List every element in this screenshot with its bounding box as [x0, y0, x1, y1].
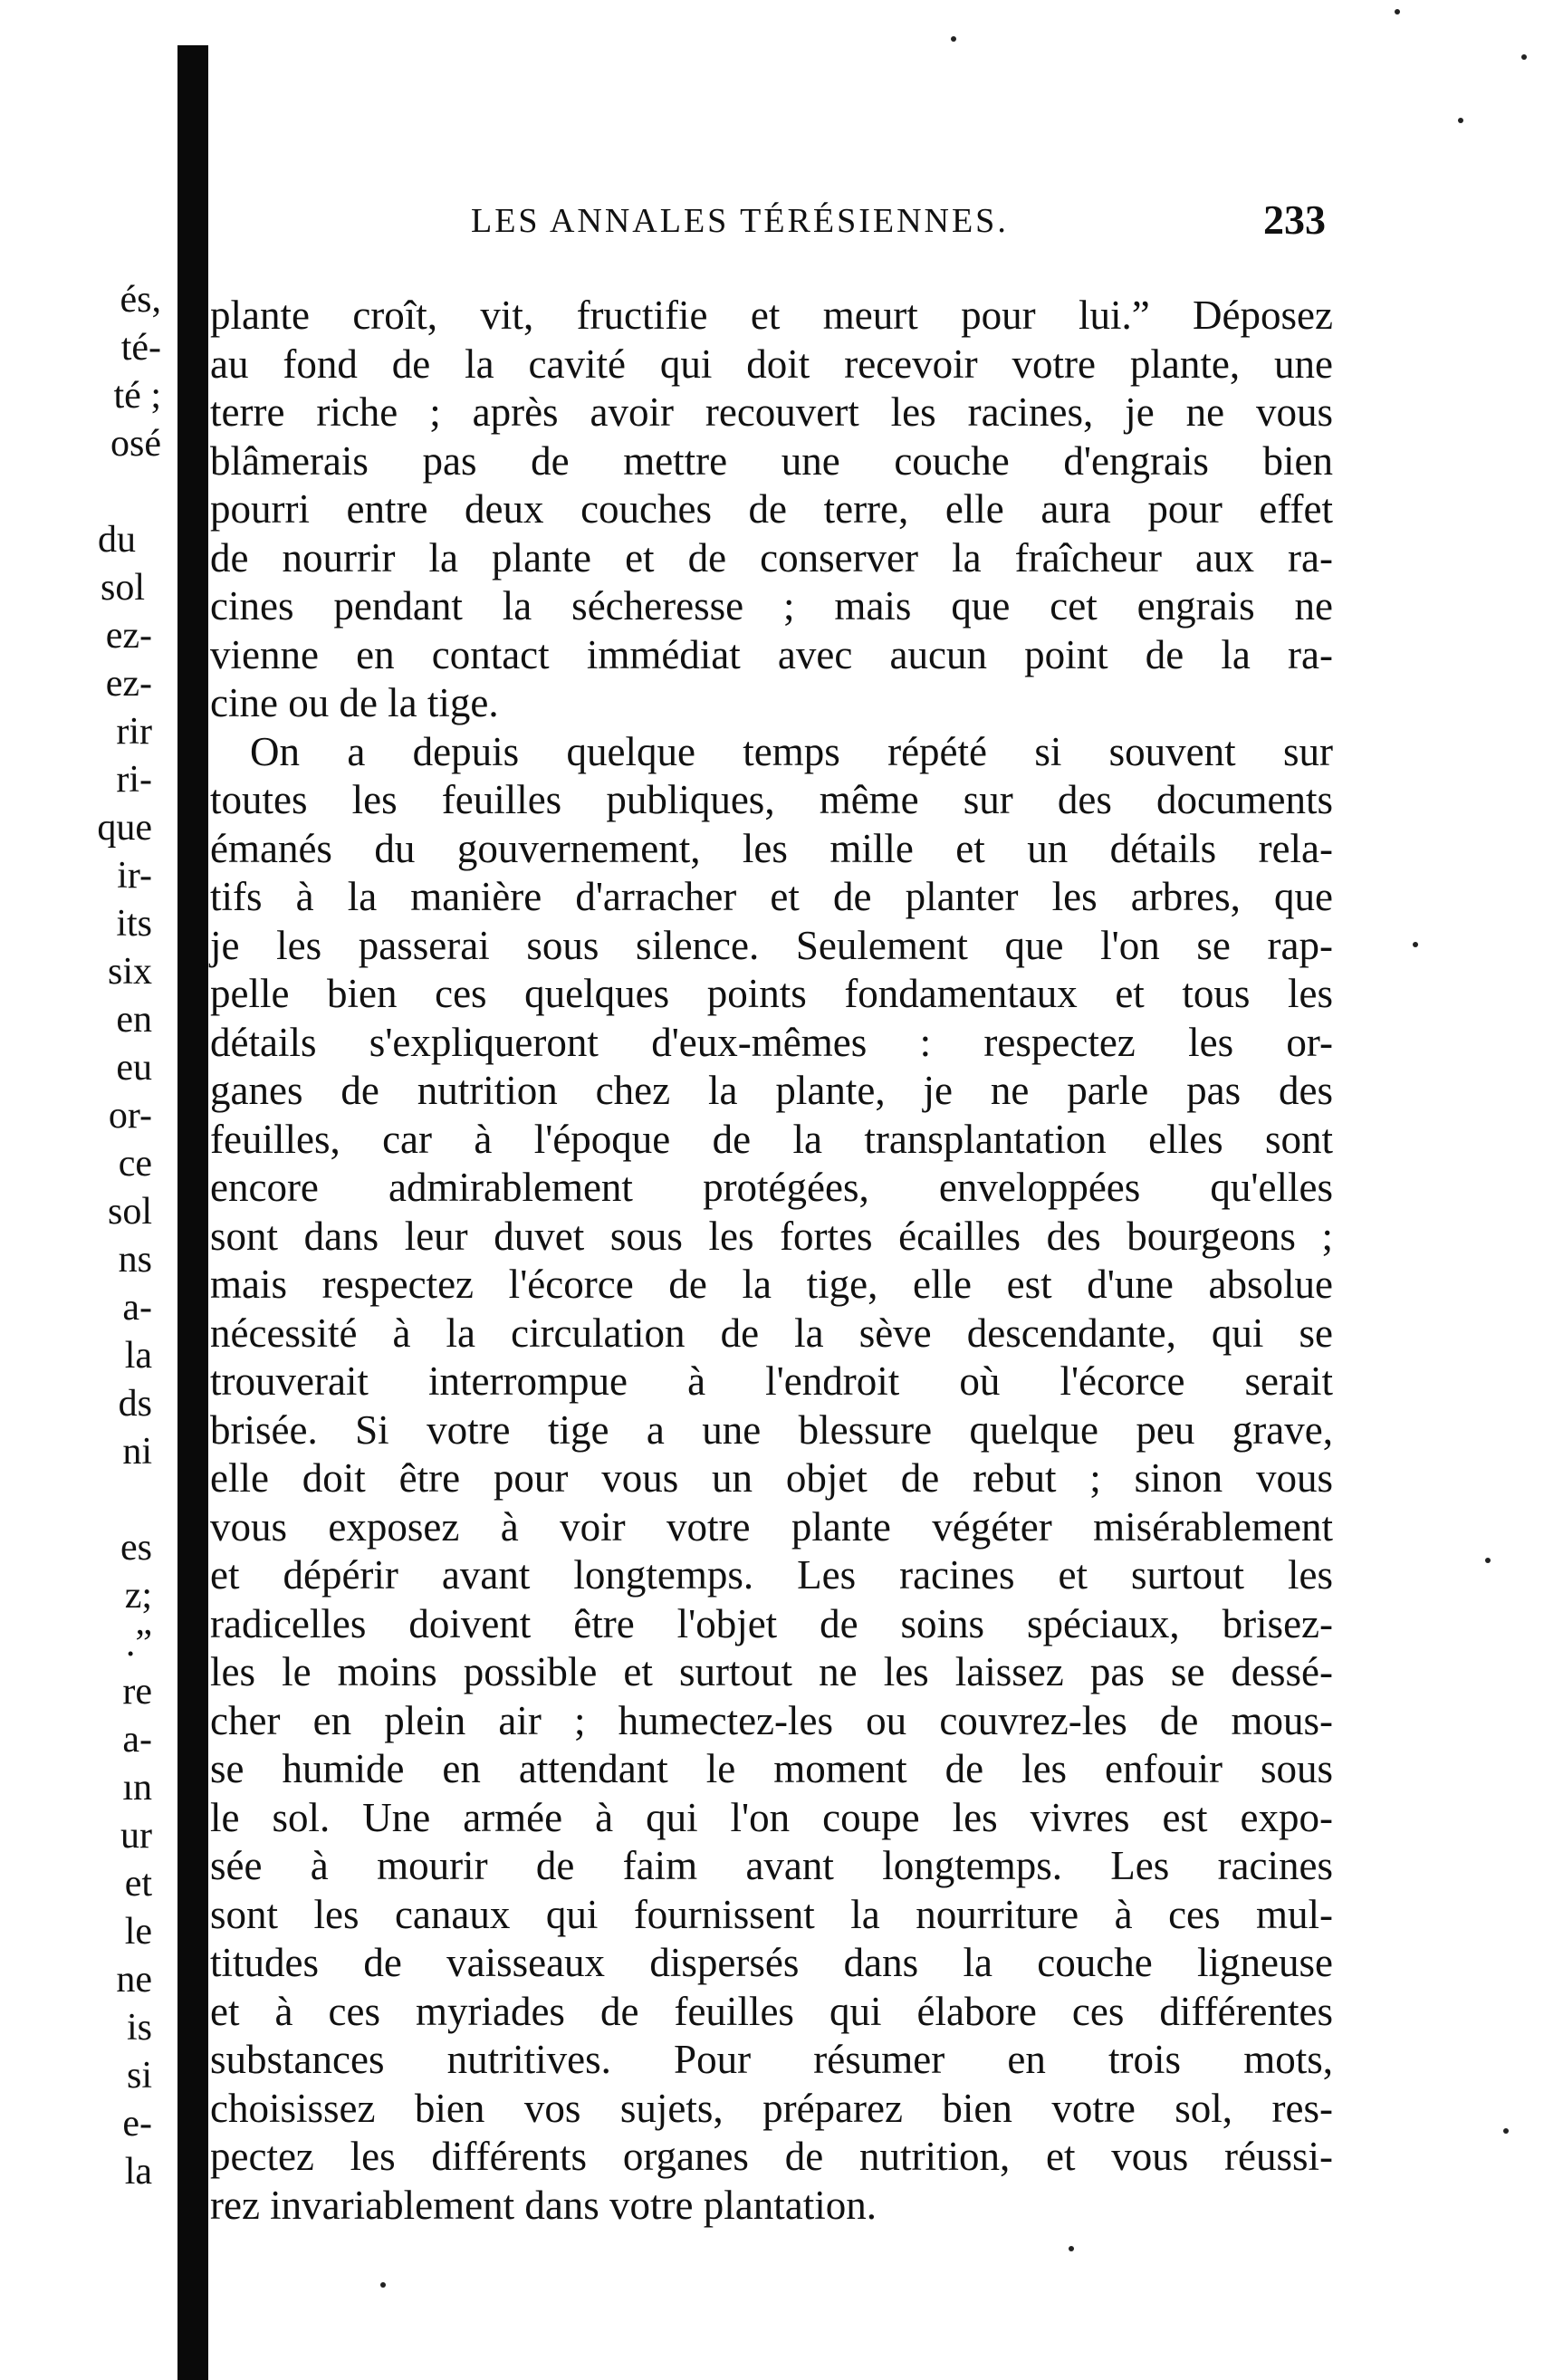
fragment-line: ez-: [105, 663, 152, 705]
text-line: choisissez bien vos sujets, préparez bien votre sol, res-: [210, 2085, 1333, 2131]
text-line: brisée. Si votre tige a une blessure quelque peu grave,: [210, 1406, 1333, 1453]
fragment-line: a-: [122, 1719, 152, 1761]
text-line: radicelles doivent être l'objet de soins spéciaux, brisez-: [210, 1600, 1333, 1646]
text-line: rez invariablement dans votre plantation.: [210, 2182, 877, 2228]
text-line: encore admirablement protégées, enveloppées qu'elles: [210, 1165, 1333, 1210]
fragment-line: la: [124, 1335, 152, 1377]
fragment-line: es: [120, 1527, 152, 1569]
fragment-line: six: [107, 951, 152, 993]
fragment-line: ce: [118, 1143, 152, 1185]
fragment-line: le: [124, 1911, 152, 1953]
text-line: cher en plein air ; humectez-les ou couvrez-les de mous-: [210, 1697, 1333, 1743]
text-line: vienne en contact immédiat avec aucun point de la ra-: [210, 631, 1333, 677]
text-line: émanés du gouvernement, les mille et un détails rela-: [210, 825, 1333, 871]
page-number: 233: [1263, 197, 1326, 243]
text-line: se humide en attendant le moment de les enfouir sous: [210, 1746, 1333, 1791]
scan-speck: [1503, 2128, 1509, 2134]
text-line: le sol. Une armée à qui l'on coupe les vivres est expo-: [210, 1794, 1333, 1840]
fragment-line: ds: [118, 1383, 152, 1425]
scan-speck: [1413, 942, 1418, 947]
text-line: cine ou de la tige.: [210, 680, 499, 725]
fragment-line: ne: [116, 1959, 152, 2001]
fragment-line: osé: [110, 423, 161, 465]
scan-speck: [1395, 9, 1400, 14]
fragment-line: z;: [124, 1575, 152, 1617]
scan-speck: [1521, 54, 1527, 60]
scan-speck: [380, 2282, 386, 2288]
text-line: les le moins possible et surtout ne les laissez pas se dessé-: [210, 1649, 1333, 1694]
fragment-line: du: [98, 519, 136, 561]
text-line: pectez les différents organes de nutrition, et vous réussi-: [210, 2134, 1333, 2179]
scan-speck: [1069, 2246, 1074, 2251]
text-line: et à ces myriades de feuilles qui élabore ces différentes: [210, 1988, 1333, 2034]
binding-shadow: [177, 45, 208, 2380]
fragment-line: its: [116, 903, 152, 945]
fragment-line: si: [126, 2055, 152, 2097]
text-line: cines pendant la sécheresse ; mais que cet engrais ne: [210, 583, 1333, 629]
text-line: elle doit être pour vous un objet de rebut ; sinon vous: [210, 1455, 1333, 1501]
fragment-line: is: [126, 2007, 152, 2049]
text-line: terre riche ; après avoir recouvert les racines, je ne vous: [210, 389, 1333, 435]
text-line: de nourrir la plante et de conserver la fraîcheur aux ra-: [210, 534, 1333, 581]
fragment-line: en: [116, 999, 152, 1041]
fragment-line: sol: [100, 567, 145, 609]
text-line: au fond de la cavité qui doit recevoir votre plante, une: [210, 341, 1333, 387]
fragment-line: ez-: [105, 615, 152, 657]
fragment-line: eu: [116, 1047, 152, 1089]
text-line: tifs à la manière d'arracher et de planter les arbres, que: [210, 874, 1333, 919]
text-line: feuilles, car à l'époque de la transplantation elles sont: [210, 1116, 1333, 1162]
fragment-line: és,: [120, 279, 161, 321]
scan-speck: [1485, 1558, 1491, 1563]
text-line: sont dans leur duvet sous les fortes écailles des bourgeons ;: [210, 1213, 1333, 1259]
text-line: trouverait interrompue à l'endroit où l'écorce serait: [210, 1358, 1333, 1404]
fragment-line: ns: [118, 1239, 152, 1281]
fragment-line: rir: [116, 711, 152, 753]
text-line: nécessité à la circulation de la sève descendante, qui se: [210, 1310, 1333, 1356]
text-line: pourri entre deux couches de terre, elle aura pour effet: [210, 486, 1333, 532]
running-title: LES ANNALES TÉRÉSIENNES.: [471, 202, 1009, 240]
text-line: pelle bien ces quelques points fondamentaux et tous les: [210, 971, 1333, 1016]
text-line: sée à mourir de faim avant longtemps. Les racines: [210, 1843, 1333, 1888]
fragment-line: et: [124, 1863, 152, 1905]
text-line: titudes de vaisseaux dispersés dans la couche ligneuse: [210, 1940, 1333, 1985]
fragment-line: a-: [122, 1287, 152, 1329]
text-line: et dépérir avant longtemps. Les racines et surtout les: [210, 1552, 1333, 1598]
fragment-line: re: [122, 1671, 152, 1713]
text-line: mais respectez l'écorce de la tige, elle est d'une absolue: [210, 1262, 1333, 1307]
fragment-line: ni: [122, 1431, 152, 1473]
fragment-line: .”: [125, 1623, 152, 1665]
fragment-line: or-: [108, 1095, 152, 1137]
fragment-line: sol: [107, 1191, 152, 1233]
text-line: substances nutritives. Pour résumer en trois mots,: [210, 2037, 1333, 2082]
text-line: vous exposez à voir votre plante végéter misérablement: [210, 1503, 1333, 1550]
text-line: On a depuis quelque temps répété si souvent sur: [250, 728, 1333, 774]
text-line: blâmerais pas de mettre une couche d'engrais bien: [210, 437, 1333, 484]
text-line: ganes de nutrition chez la plante, je ne parle pas des: [210, 1068, 1333, 1113]
fragment-line: té ;: [113, 375, 161, 417]
text-line: je les passerai sous silence. Seulement que l'on se rap-: [210, 922, 1333, 968]
body-text: [210, 292, 1333, 2230]
fragment-line: ir-: [117, 855, 152, 897]
fragment-line: ın: [122, 1767, 152, 1809]
fragment-line: ri-: [116, 759, 152, 801]
text-line: sont les canaux qui fournissent la nourriture à ces mul-: [210, 1891, 1333, 1937]
fragment-line: la: [124, 2151, 152, 2193]
fragment-line: que: [97, 807, 152, 849]
scan-speck: [1458, 118, 1463, 123]
fragment-line: ur: [120, 1815, 152, 1857]
text-line: détails s'expliqueront d'eux-mêmes : respectez les or-: [210, 1019, 1333, 1065]
fragment-line: e-: [122, 2103, 152, 2145]
text-line: plante croît, vit, fructifie et meurt pour lui.” Déposez: [210, 293, 1333, 338]
scan-speck: [951, 36, 956, 42]
fragment-line: té-: [120, 327, 161, 369]
text-line: toutes les feuilles publiques, même sur des documents: [210, 777, 1333, 822]
